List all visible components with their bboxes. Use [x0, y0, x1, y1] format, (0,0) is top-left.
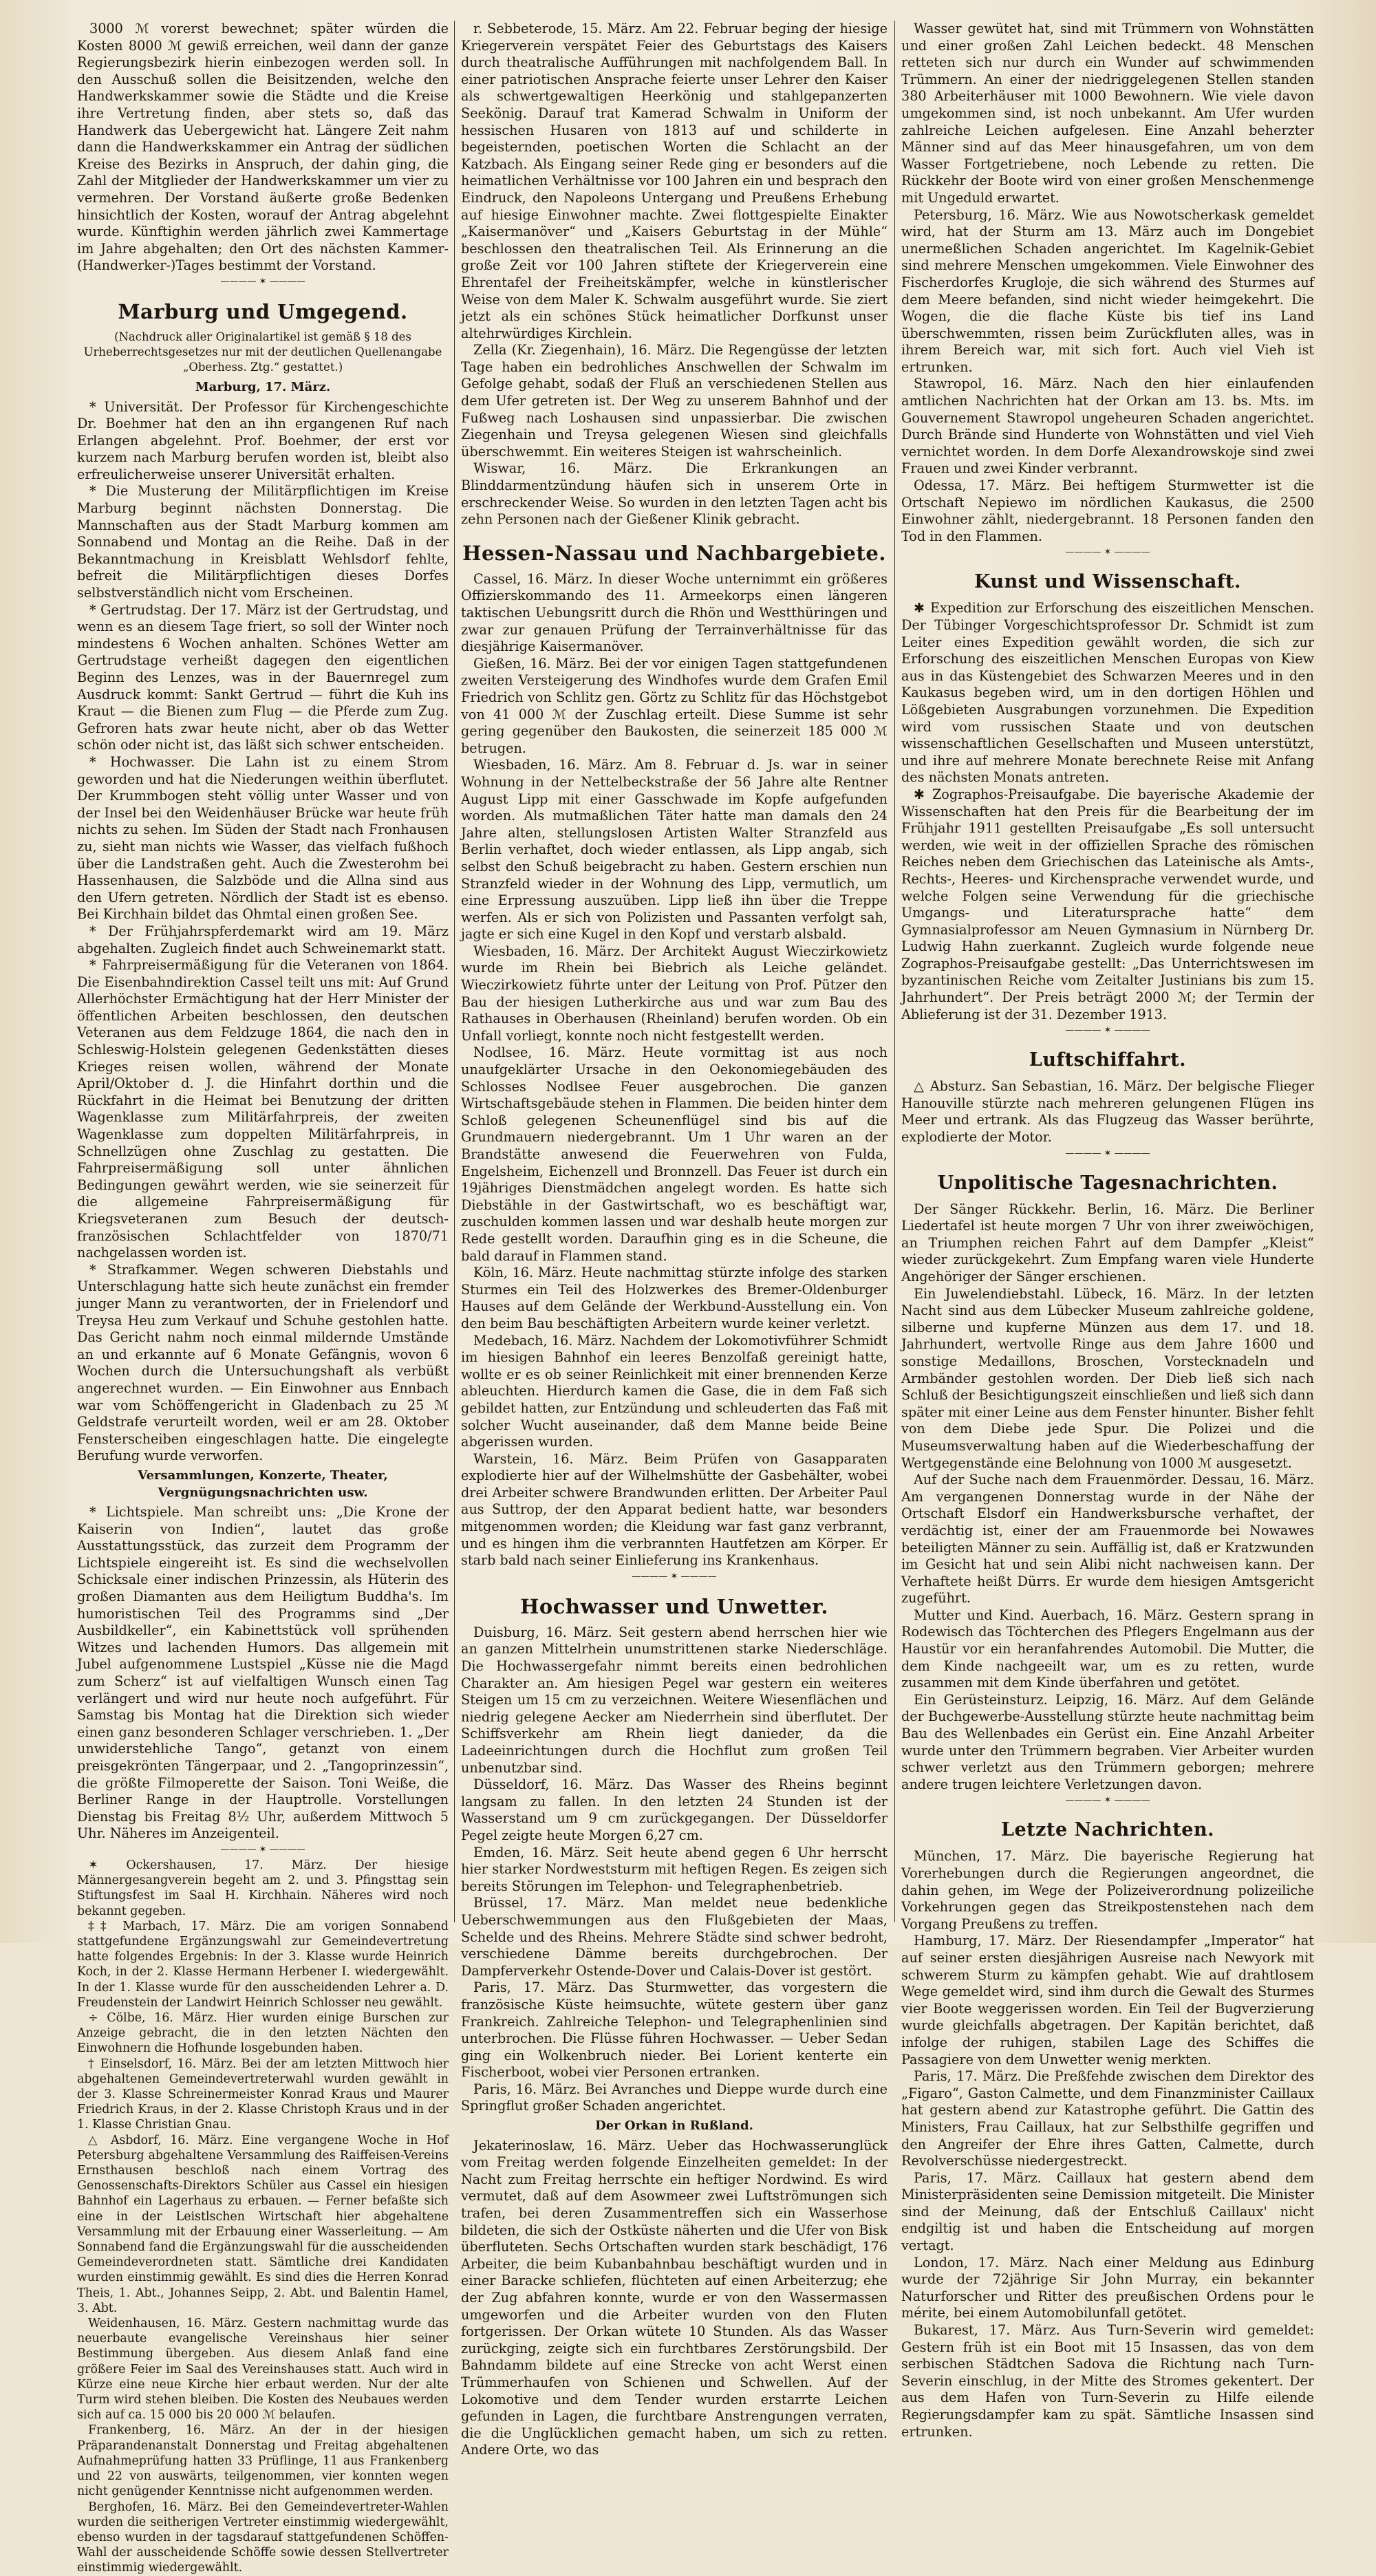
section-subheading: Der Orkan in Rußland. [595, 2118, 753, 2134]
article-text: ✱ Zographos-Preisaufgabe. Die bayerische Akademie der Wissenschaften hat den Preis für die Bearbeitung der im Frühjahr 1911 gestellten Preisaufgabe „Es soll untersucht werden, wie weit in der offiziellen Sprache des römischen Reiches neben dem Griechischen das Lateinische als Amts-, Rechts-, Heeres- und Kirchensprache verwendet wurde, und welche Folgen seine Verwendung für die griechische Umgangs- und Literatursprache hatte“ dem Gymnasialprofessor am Neuen Gymnasium in Nürnberg Dr. Ludwig Hahn zuerkannt. Zugleich wurde folgende neue Zographos-Preisaufgabe gestellt: „Das Unterrichtswesen im byzantinischen Reiche vom Zeitalter Justinians bis zum 15. Jahrhundert“. Der Preis beträgt 2000 ℳ; der Termin der Ablieferung ist der 31. Dezember 1913. [901, 786, 1314, 1022]
separator: ———— ✶ ———— [1065, 1148, 1150, 1159]
article-text: r. Sebbeterode, 15. März. Am 22. Februar beging der hiesige Kriegerverein verspätet Feier des Geburtstags des Kaisers durch theatralische Aufführungen mit nachfolgendem Ball. In einer patriotischen Ansprache feierte unser Lehrer den Kaiser als schwertgewaltigen Heerkönig und stahlgepanzerten Seekönig. Darauf trat Kamerad Schwalm in Uniform der hessischen Husaren von 1813 auf und schilderte in begeisternden, poetischen Worten die Schlacht an der Katzbach. Als Eingang seiner Rede ging er besonders auf die heimatlichen Verhältnisse vor 100 Jahren ein und besprach den Eindruck, den Napoleons Untergang und Preußens Erhebung auf hiesige Einwohner machte. Zwei flottgespielte Einakter „Kaisermanöver“ und „Kaisers Geburtstag in der Mühle“ beschlossen den theatralischen Teil. Als Erinnerung an die große Zeit vor 100 Jahren stiftete der Kriegerverein eine Ehrentafel der Freiheitskämpfer, welche in künstlerischer Weise von dem Maler K. Schwalm ausgeführt wurde. Sie ziert jetzt als ein schönes Stück heimatlicher Dorfkunst unser altehrwürdiges Kirchlein. [461, 21, 888, 341]
article-text: Emden, 16. März. Seit heute abend gegen 6 Uhr herrscht hier starker Nordweststurm mit heftigen Regen. Es zeigen sich bereits Störungen im Telephon- und Telegraphenbetrieb. [461, 1844, 888, 1894]
column-rule [894, 21, 895, 1922]
article-text: Köln, 16. März. Heute nachmittag stürzte infolge des starken Sturmes ein Teil des Holzwerkes des Bremer-Oldenburger Hauses auf dem Gelände der Werkbund-Ausstellung ein. Von den beim Bau beschäftigten Arbeitern wurde keiner verletzt. [461, 1265, 888, 1331]
article-text: Nodlsee, 16. März. Heute vormittag ist aus noch unaufgeklärter Ursache in den Oekonomiegebäuden des Schlosses Nodlsee Feuer ausgebrochen. Die ganzen Wirtschaftsgebäude stehen in Flammen. Die beiden hinter dem Schloß gelegenen Scheunenflügel sind bis auf die Grundmauern niedergebrannt. Um 1 Uhr waren an der Brandstätte anwesend die Feuerwehren von Fulda, Engelsheim, Eichenzell und Bronnzell. Das Feuer ist durch ein 19jähriges Dienstmädchen angelegt worden. Es hatte sich Diebstähle in der Gastwirtschaft, wo es beschäftigt war, zuschulden kommen lassen und war deshalb heute morgen zur Rede gestellt worden. Daraufhin ging es in die Scheune, die bald darauf in Flammen stand. [461, 1044, 888, 1264]
section-heading: Marburg und Umgegend. [118, 299, 408, 323]
article-text: * Hochwasser. Die Lahn ist zu einem Strom geworden und hat die Niederungen weithin überflutet. Der Krummbogen steht völlig unter Wasser und von der Insel bei den Weidenhäuser Brücke war heute früh nichts zu sehen. Im Süden der Stadt nach Fronhausen zu, sieht man nichts wie Wasser, das vielfach fußhoch über die Landstraßen geht. Auch die Zwesterohm bei Hassenhausen, die Salzböde und die Allna sind aus den Ufern getreten. Nördlich der Stadt ist es ebenso. Bei Kirchhain bildet das Ohmtal einen großen See. [77, 753, 449, 923]
article-text: Petersburg, 16. März. Wie aus Nowotscherkask gemeldet wird, hat der Sturm am 13. März auch im Dongebiet unermeßlichen Schaden angerichtet. Im Kagelnik-Gebiet sind mehrere Menschen umgekommen. Viele Einwohner des Fischerdorfes Krugloje, die sich während des Sturmes auf dem Meere befanden, sind nicht wieder heimgekehrt. Die Wogen, die die flache Küste bis tief ins Land überschwemmten, rissen beim Zurückfluten alles, was in ihrem Bereich war, mit sich fort. Auch viel Vieh ist ertrunken. [901, 206, 1314, 375]
article-text: Bukarest, 17. März. Aus Turn-Severin wird gemeldet: Gestern früh ist ein Boot mit 15 Insassen, das von dem serbischen Städtchen Sadova die Richtung nach Turn-Severin einschlug, in der Mitte des Stromes gekentert. Der aus dem Hafen von Turn-Severin zu Hilfe eilende Regierungsdampfer kam zu spät. Sämtliche Insassen sind ertrunken. [901, 2322, 1314, 2440]
article-text: * Lichtspiele. Man schreibt uns: „Die Krone der Kaiserin von Indien“, lautet das große Ausstattungsstück, das zurzeit dem Programm der Lichtspiele eingereiht ist. Es sind die wechselvollen Schicksale einer indischen Prinzessin, als Hüterin des großen Diamanten aus dem Heiligtum Buddha's. Im humoristischen Teil des Programms sind „Der Ausbildkeller“, ein Kabinettstück voll sprühenden Witzes und lachenden Humors. Das allgemein mit Jubel aufgenommene Lustspiel „Küsse nie die Magd zum Scherz“ ist auf vielfaltigen Wunsch einen Tag verlängert und wird nur heute noch aufgeführt. Für Samstag bis Montag hat die Direktion sich wieder einen ganz besonderen Schlager verschrieben. 1. „Der unwiderstehliche Tango“, getanzt von einem preisgekrönten Tängerpaar, und 2. „Tangoprinzessin“, die größte Filmoperette der Saison. Toni Weiße, die Berliner Range in der Hauptrolle. Vorstellungen Dienstag bis Freitag 8½ Uhr, außerdem Mittwoch 5 Uhr. Näheres im Anzeigenteil. [77, 1504, 449, 1842]
section-heading: Hochwasser und Unwetter. [519, 1594, 828, 1618]
local-news-item: △ Asbdorf, 16. März. Eine vergangene Woche in Hof Petersburg abgehaltene Versammlung des Raiffeisen-Vereins Ernsthausen beschloß nach einem Vortrag des Genossenschafts-Direktors Schüler aus Cassel ein hiesigen Bahnhof ein Lagerhaus zu erbauen. — Ferner befaßte sich eine in der Leistlschen Wirtschaft hier abgehaltene Versammlung mit der Erbauung einer Wasserleitung. — Am Sonnabend fand die Ergänzungswahl für die ausscheidenden Gemeindeverordneten statt. Sämtliche drei Kandidaten wurden einstimmig gewählt. Es sind dies die Herren Konrad Theis, 1. Abt., Johannes Seipp, 2. Abt. und Balentin Hamel, 3. Abt. [77, 2133, 449, 2315]
article-text: * Strafkammer. Wegen schweren Diebstahls und Unterschlagung hatte sich heute zunächst ein fremder junger Mann zu verantworten, der in Frielendorf und Treysa Heu zum Verkauf und Schuhe gestohlen hatte. Das Gericht nahm noch einmal mildernde Umstände an und erkannte auf 6 Monate Gefängnis, wovon 6 Wochen durch die Untersuchungshaft als verbüßt angerechnet wurden. — Ein Einwohner aus Ennbach war vom Schöffengericht in Gladenbach zu 25 ℳ Geldstrafe verurteilt worden, weil er am 28. Oktober Fensterscheiben eingeschlagen hatte. Die eingelegte Berufung wurde verworfen. [77, 1261, 449, 1464]
reprint-note: (Nachdruck aller Originalartikel ist gemäß § 18 des Urheberrechtsgesetzes nur mit der deutlichen Quellenangabe „Oberhess. Ztg.“ gestattet.) [83, 330, 442, 374]
article-text: Mutter und Kind. Auerbach, 16. März. Gestern sprang in Rodewisch das Töchterchen des Pflegers Engelmann aus der Haustür vor ein heranfahrendes Automobil. Die Mutter, die dem Kinde nachgeeilt war, um es zu retten, wurde zusammen mit dem Kinde überfahren und getötet. [901, 1607, 1314, 1691]
local-news-item: Weidenhausen, 16. März. Gestern nachmittag wurde das neuerbaute evangelische Vereinshaus hier seiner Bestimmung übergeben. Aus diesem Anlaß fand eine größere Feier im Saal des Vereinshauses statt. Auch wird in Kürze eine neue Kirche hier erbaut werden. Nur der alte Turm wird stehen bleiben. Die Kosten des Neubaues werden sich auf ca. 15 000 bis 20 000 ℳ belaufen. [77, 2317, 449, 2423]
section-heading: Letzte Nachrichten. [1001, 1819, 1214, 1841]
article-text: * Universität. Der Professor für Kirchengeschichte Dr. Boehmer hat den an ihn ergangenen Ruf nach Erlangen abgelehnt. Prof. Boehmer, der erst vor kurzem nach Marburg berufen worden ist, bleibt also erfreulicherweise unserer Universität erhalten. [77, 398, 449, 482]
local-news-item: † Einselsdorf, 16. März. Bei der am letzten Mittwoch hier abgehaltenen Gemeindevertreterwahl wurden gewählt in der 3. Klasse Schreinermeister Konrad Kraus und Maurer Friedrich Kraus, in der 2. Klasse Christoph Kraus und in der 1. Klasse Christian Gnau. [77, 2057, 449, 2132]
article-text: Ein Juwelendiebstahl. Lübeck, 16. März. In der letzten Nacht sind aus dem Lübecker Museum zahlreiche goldene, silberne und kupferne Münzen aus dem 17. und 18. Jahrhundert, wertvolle Ringe aus dem Jahre 1600 und sonstige Medaillons, Broschen, Vorstecknadeln und Armbänder gestohlen worden. Der Dieb ließ sich nach Schluß der Besichtigungszeit einschließen und ließ sich dann später mit einer Leine aus dem Fenster hinunter. Bisher fehlt von dem Diebe jede Spur. Die Polizei und die Museumsverwaltung haben auf die Wiederbeschaffung der Wertgegenstände eine Belohnung von 1000 ℳ ausgesetzt. [901, 1285, 1314, 1471]
section-heading: Luftschiffahrt. [1029, 1049, 1187, 1071]
separator: ———— ✶ ———— [632, 1571, 717, 1582]
article-text: * Die Musterung der Militärpflichtigen im Kreise Marburg beginnt nächsten Donnerstag. Die Mannschaften aus der Stadt Marburg kommen am Sonnabend und Montag an die Reihe. Daß in der Bekanntmachung in Kreisblatt Wehlsdorf fehlte, befreit die Militärpflichtigen dieses Dorfes selbstverständlich nicht vom Erscheinen. [77, 483, 449, 601]
article-text: Wiesbaden, 16. März. Der Architekt August Wieczirkowietz wurde im Rhein bei Biebrich als Leiche geländet. Wieczirkowietz führte unter der Leitung von Prof. Pützer den Bau der hiesigen Lutherkirche aus und war zum Bau des Rathauses in Oberhausen (Rheinland) berufen worden. Ob ein Unfall vorliegt, konnte noch nicht festgestellt werden. [461, 943, 888, 1044]
article-text: Paris, 17. März. Caillaux hat gestern abend dem Ministerpräsidenten seine Demission mitgeteilt. Die Minister sind der Meinung, daß der Entschluß Caillaux' nicht endgiltig ist und haben die Entscheidung auf morgen vertagt. [901, 2169, 1314, 2254]
article-text: Hamburg, 17. März. Der Riesendampfer „Imperator“ hat auf seiner ersten diesjährigen Ausreise nach Newyork mit schwerem Sturm zu kämpfen gehabt. Wie auf drahtlosem Wege gemeldet wird, sind ihm durch die Gewalt des Sturmes vier Boote weggerissen worden. Ein Teil der Bugverzierung wurde gleichfalls abgetragen. Der Kapitän berichtet, daß infolge der ruhigen, stabilen Lage des Schiffes die Passagiere von dem Unwetter wenig merkten. [901, 1933, 1314, 2068]
article-text: Düsseldorf, 16. März. Das Wasser des Rheins beginnt langsam zu fallen. In den letzten 24 Stunden ist der Wasserstand um 9 cm zurückgegangen. Der Düsseldorfer Pegel zeigte heute Morgen 6,27 cm. [461, 1777, 888, 1843]
column-middle [461, 21, 888, 2458]
article-text: Duisburg, 16. März. Seit gestern abend herrschen hier wie an ganzen Mittelrhein unumstrittenen starke Niederschläge. Die Hochwassergefahr nimmt bereits einen bedrohlichen Charakter an. Am hiesigen Pegel war gestern ein weiteres Steigen um 15 cm zu verzeichnen. Weitere Wiesenflächen und niedrig gelegene Aecker am Niederrhein sind überflutet. Der Schiffsverkehr am Rhein liegt danieder, da die Ladeeinrichtungen durch die Hochflut zum großen Teil unbenutzbar sind. [461, 1624, 888, 1776]
article-text: Auf der Suche nach dem Frauenmörder. Dessau, 16. März. Am vergangenen Donnerstag wurde in der Nähe der Ortschaft Elsdorf ein Handwerksbursche verhaftet, der verdächtig ist, einer der am Frauenmorde bei Nowawes beteiligten Männer zu sein. Auffällig ist, daß er Kratzwunden im Gesicht hat und sein Alibi nicht nachweisen kann. Der Verhaftete heißt Dürrs. Er wurde dem hiesigen Amtsgericht zugeführt. [901, 1472, 1314, 1607]
article-text: London, 17. März. Nach einer Meldung aus Edinburg wurde der 72jährige Sir John Murray, ein bekannter Naturforscher und Ritter des preußischen Ordens pour le mérite, bei einem Automobilunfall getötet. [901, 2254, 1314, 2321]
article-text: Ein Gerüsteinsturz. Leipzig, 16. März. Auf dem Gelände der Buchgewerbe-Ausstellung stürzte heute nachmittag beim Bau des Wellenbades ein Gerüst ein. Eine Anzahl Arbeiter wurde unter den Trümmern begraben. Vier Arbeiter wurden schwer verletzt aus den Trümmern geborgen; mehrere andere trugen leichtere Verletzungen davon. [901, 1691, 1314, 1792]
section-heading: Kunst und Wissenschaft. [974, 571, 1241, 593]
article-text: 3000 ℳ vorerst bewechnet; später würden die Kosten 8000 ℳ gewiß erreichen, weil dann der ganze Regierungsbezirk hierin einbezogen werden soll. In den Ausschuß sollen die Beisitzenden, welche den Handwerkskammer sowie die Städte und die Kreise ihre Vertretung finden, aber stets so, daß das Handwerk das Uebergewicht hat. Längere Zeit nahm dann die Handwerkskammer ein Antrag der südlichen Kreise des Bezirks in Anspruch, der dahin ging, die Zahl der Mitglieder der Handwerkskammer um vier zu vermehren. Der Vorstand äußerte große Bedenken hinsichtlich der Kosten, worauf der Antrag abgelehnt wurde. Künftighin werden jährlich zwei Kammertage im Jahre abgehalten; den Ort des nächsten Kammer-(Handwerker-)Tages bestimmt der Vorstand. [77, 21, 449, 274]
local-news-item: Frankenberg, 16. März. An der in der hiesigen Präparandenanstalt Donnerstag und Freitag abgehaltenen Aufnahmeprüfung hatten 33 Prüflinge, 11 aus Frankenberg und 22 von auswärts, teilgenommen, vier konnten wegen nicht genügender Kenntnisse nicht aufgenommen werden. [77, 2423, 449, 2499]
article-text: Cassel, 16. März. In dieser Woche unternimmt ein größeres Offizierskommando des 11. Armeekorps einen längeren taktischen Uebungsritt durch die Rhön und Westthüringen und zwar zur genauen Prüfung der Terrainverhältnisse für das diesjährige Kaisermanöver. [461, 570, 888, 655]
article-text: * Fahrpreisermäßigung für die Veteranen von 1864. Die Eisenbahndirektion Cassel teilt uns mit: Auf Grund Allerhöchster Ermächtigung hat der Herr Minister der öffentlichen Arbeiten beschlossen, den deutschen Veteranen aus dem Feldzuge 1864, die nach den in Schleswig-Holstein gelegenen Gedenkstätten dieses Krieges reisen wollen, während der Monate April/Oktober d. J. die Hinfahrt dorthin und die Rückfahrt in die Heimat bei Benutzung der dritten Wagenklasse zum Militärfahrpreis, der zweiten Wagenklasse zum doppelten Militärfahrpreis, in Schnellzügen ohne Zuschlag zu gestatten. Die Fahrpreisermäßigung soll unter ähnlichen Bedingungen gewährt werden, wie sie seinerzeit für die allgemeine Fahrpreisermäßigung für Kriegsveteranen zum Besuch der deutsch-französischen Schlachtfelder von 1870/71 nachgelassen worden ist. [77, 957, 449, 1261]
column-right [901, 21, 1314, 2440]
article-text: * Der Frühjahrspferdemarkt wird am 19. März abgehalten. Zugleich findet auch Schweinemarkt statt. [77, 923, 449, 956]
column-left [77, 21, 449, 2575]
article-text: Paris, 17. März. Die Preßfehde zwischen dem Direktor des „Figaro“, Gaston Calmette, und dem Finanzminister Caillaux hat gestern abend zur Katastrophe geführt. Die Gattin des Ministers, Frau Caillaux, hat zur Selbsthilfe gegriffen und den Angreifer der Ehre ihres Gatten, Calmette, durch Revolverschüsse niedergestreckt. [901, 2068, 1314, 2169]
article-text: Wiswar, 16. März. Die Erkrankungen an Blinddarmentzündung häufen sich in unserem Orte in erschreckender Weise. So wurden in den letzten Tagen acht bis zehn Personen nach der Gießener Klinik gebracht. [461, 460, 888, 528]
article-text: Odessa, 17. März. Bei heftigem Sturmwetter ist die Ortschaft Nepiewo im nördlichen Kaukasus, die 2500 Einwohner zählt, niedergebrannt. 18 Personen fanden den Tod in den Flammen. [901, 477, 1314, 544]
article-text: Medebach, 16. März. Nachdem der Lokomotivführer Schmidt im hiesigen Bahnhof ein leeres Benzolfaß gereinigt hatte, wollte er es ob seiner Reinlichkeit mit einer brennenden Kerze ableuchten. Hierdurch kamen die Gase, die in dem Faß sich gebildet hatten, zur Entzündung und schleuderten das Faß mit solcher Wucht auseinander, daß dem Manne beide Beine abgerissen wurden. [461, 1332, 888, 1450]
article-text: Wasser gewütet hat, sind mit Trümmern von Wohnstätten und einer großen Zahl Leichen bedeckt. 48 Menschen retteten sich nur durch ein Wunder auf schwimmenden Trümmern. An einer der niedriggelegenen Stellen standen 380 Arbeiterhäuser mit 1000 Bewohnern. Wie viele davon umgekommen sind, ist noch unbekannt. Am Ufer wurden zahlreiche Leichen aufgelesen. Eine Anzahl beherzter Männer sind auf das Meer hinausgefahren, um von dem Wasser Fortgetriebene, noch Lebende zu retten. Die Rückkehr der Boote wird von einer großen Menschenmenge mit Ungeduld erwartet. [901, 21, 1314, 206]
separator: ———— ✶ ———— [1065, 1795, 1150, 1806]
article-text: Paris, 17. März. Das Sturmwetter, das vorgestern die französische Küste heimsuchte, wütete gestern über ganz Frankreich. Zahlreiche Telephon- und Telegraphenlinien sind unterbrochen. Die Flüsse führen Hochwasser. — Ueber Sedan ging ein Wolkenbruch nieder. Bei Lorient kenterte ein Fischerboot, wobei vier Personen ertranken. [461, 1979, 888, 2081]
article-text: Stawropol, 16. März. Nach den hier einlaufenden amtlichen Nachrichten hat der Orkan am 13. bs. Mts. im Gouvernement Stawropol ungeheuren Schaden angerichtet. Durch Brände sind Hunderte von Wohnstätten und viel Vieh vernichtet worden. In dem Dorfe Alexandrowskoje sind zwei Frauen und zwei Kinder verbrannt. [901, 376, 1314, 477]
separator: ———— ✶ ———— [1065, 547, 1150, 558]
article-text: ✱ Expedition zur Erforschung des eiszeitlichen Menschen. Der Tübinger Vorgeschichtsprofessor Dr. Schmidt ist zum Leiter eines Expedition gewählt worden, die sich zur Erforschung des eiszeitlichen Menschen Europas von Kiew aus in das Küstengebiet des Schwarzen Meeres und in den Kaukasus begeben wird, um in den dortigen Höhlen und Lößgebieten Ausgrabungen vorzunehmen. Die Expedition wird vom russischen Staate und von deutschen wissenschaftlichen Gesellschaften und Museen unterstützt, und ihre auf mehrere Monate berechnete Reise mit Anfang des nächsten Monats antreten. [901, 600, 1314, 786]
article-text: Paris, 16. März. Bei Avranches und Dieppe wurde durch eine Springflut großer Schaden angerichtet. [461, 2081, 888, 2114]
article-text: △ Absturz. San Sebastian, 16. März. Der belgische Flieger Hanouville stürzte nach mehreren gelungenen Flügen ins Meer und ertrank. Als das Flugzeug das Wasser berührte, explodierte der Motor. [901, 1078, 1314, 1146]
article-text: Der Sänger Rückkehr. Berlin, 16. März. Die Berliner Liedertafel ist heute morgen 7 Uhr von ihrer zweiwöchigen, an Triumphen reichen Fahrt auf dem Dampfer „Kleist“ wieder zurückgekehrt. Zum Empfang waren viele Hunderte Angehöriger der Sänger erschienen. [901, 1201, 1314, 1285]
local-news-item: ✶ Ockershausen, 17. März. Der hiesige Männergesangverein begeht am 2. und 3. Pfingsttag sein Stiftungsfest im Saal H. Kirchhain. Näheres wird noch bekannt gegeben. [77, 1858, 449, 1918]
separator: ———— ✶ ———— [220, 276, 305, 287]
local-news-item: ÷ Cölbe, 16. März. Hier wurden einige Burschen zur Anzeige gebracht, die in den letzten Nächten den Einwohnern die Hofhunde losgebunden haben. [77, 2011, 449, 2056]
article-text: Brüssel, 17. März. Man meldet neue bedenkliche Ueberschwemmungen aus den Flußgebieten der Maas, Schelde und des Rheins. Mehrere Städte sind schwer bedroht, verschiedene Dämme bereits durchgebrochen. Der Dampferverkehr Ostende-Dover und Calais-Dover ist gestört. [461, 1895, 888, 1979]
separator: ———— ✶ ———— [1065, 1025, 1150, 1036]
article-text: Jekaterinoslaw, 16. März. Ueber das Hochwasserunglück vom Freitag werden folgende Einzelheiten gemeldet: In der Nacht zum Freitag herrschte ein heftiger Nordwind. Es wird vermutet, daß auf dem Asowmeer zwei Luftströmungen sich trafen, bei deren Zusammentreffen sich ein Wasserhose bildeten, die sich der Ostküste näherten und die Ufer von Bisk überfluteten. Sechs Ortschaften wurden stark beschädigt, 176 Arbeiter, die beim Kubanbahnbau beschäftigt wurden und in einer Baracke schliefen, flüchteten auf einen Arbeiterzug; ehe der Zug abfahren konnte, wurde er von den Wassermassen umgeworfen und die Arbeiter wurden von den Fluten fortgerissen. Der Orkan wütete 10 Stunden. Als das Wasser zurückging, zeigte sich ein furchtbares Zerstörungsbild. Der Bahndamm bildete auf eine Strecke von acht Werst einen Trümmerhaufen von Schienen und Schwellen. Auf der Lokomotive und dem Tender wurden erstarrte Leichen gefunden in Lagen, die furchtbare Anstrengungen verraten, die die Unglücklichen gemacht haben, um sich zu retten. Andere Orte, wo das [461, 2137, 888, 2458]
article-text: Zella (Kr. Ziegenhain), 16. März. Die Regengüsse der letzten Tage haben ein bedrohliches Anschwellen der Schwalm im Gefolge gehabt, sodaß der Fluß an verschiedenen Stellen aus dem Ufer getreten ist. Der Weg zu unserem Bahnhof und der Fußweg nach Loshausen sind unpassierbar. Die zwischen Ziegenhain und Treysa gelegenen Wiesen sind gleichfalls überschwemmt. Ein weiteres Steigen ist wahrscheinlich. [461, 342, 888, 460]
article-text: Wiesbaden, 16. März. Am 8. Februar d. Js. war in seiner Wohnung in der Nettelbeckstraße der 56 Jahre alte Rentner August Lipp mit einer Gasschwade im Kopfe aufgefunden worden. Als mutmaßlichen Täter hatte man damals den 24 Jahre alten, stellungslosen Artisten Walter Stranzfeld aus Berlin verhaftet, doch wieder entlassen, als Lipp angab, sich selbst den Schuß beigebracht zu haben. Gestern erschien nun Stranzfeld wieder in der Wohnung des Lipp, vermutlich, um eine Erpressung auszuüben. Lipp ließ ihn über die Treppe werfen. Als er sich von Polizisten und Passanten verfolgt sah, jagte er sich eine Kugel in den Kopf und verstarb alsbald. [461, 757, 888, 943]
article-text: Gießen, 16. März. Bei der vor einigen Tagen stattgefundenen zweiten Versteigerung des Windhofes wurde dem Grafen Emil Friedrich von Schlitz gen. Görtz zu Schlitz für das Höchstgebot von 41 000 ℳ der Zuschlag erteilt. Diese Summe ist sehr gering gegenüber den Baukosten, die seinerzeit 185 000 ℳ betrugen. [461, 655, 888, 756]
column-rule [454, 21, 455, 1922]
dateline: Marburg, 17. März. [195, 379, 331, 394]
local-news-item: Berghofen, 16. März. Bei den Gemeindevertreter-Wahlen wurden die seitherigen Vertreter einstimmig wiedergewählt, ebenso wurden in der tagsdarauf stattgefundenen Schöffen-Wahl der ausscheidende Schöffe sowie dessen Stellvertreter einstimmig wiedergewählt. [77, 2500, 449, 2575]
separator: ———— ✶ ———— [220, 1844, 305, 1855]
local-news-item: ‡‡ Marbach, 17. März. Die am vorigen Sonnabend stattgefundene Ergänzungswahl zur Gemeindevertretung hatte folgendes Ergebnis: In der 3. Klasse wurde Heinrich Koch, in der 2. Klasse Hermann Herbener I. wiedergewählt. In der 1. Klasse wurde für den ausscheidenden Lehrer a. D. Freudenstein der Landwirt Heinrich Schlosser neu gewählt. [77, 1919, 449, 2010]
article-text: * Gertrudstag. Der 17. März ist der Gertrudstag, und wenn es an diesem Tage friert, so soll der Winter noch mindestens 6 Wochen anhalten. Schönes Wetter am Gertrudstage verheißt dagegen den eigentlichen Beginn des Lenzes, was in der Bauernregel zum Ausdruck kommt: Sankt Gertrud — führt die Kuh ins Kraut — die Bienen zum Flug — die Pferde zum Zug. Gefroren hats zwar heute nicht, aber ob das Wetter schön oder nicht ist, das läßt sich schwer entscheiden. [77, 601, 449, 753]
section-heading: Hessen-Nassau und Nachbargebiete. [462, 541, 886, 565]
article-text: München, 17. März. Die bayerische Regierung hat Vorerhebungen durch die Regierungen angeordnet, die dahin gehen, im Wege der Polizeiverordnung polizeiliche Vorkehrungen gegen das Streikpostenstehen nach dem Vorgang Preußens zu treffen. [901, 1848, 1314, 1932]
section-subheading: Versammlungen, Konzerte, Theater, Vergnügungsnachrichten usw. [138, 1468, 388, 1500]
section-heading: Unpolitische Tagesnachrichten. [937, 1172, 1278, 1194]
article-text: Warstein, 16. März. Beim Prüfen von Gasapparaten explodierte hier auf der Wilhelmshütte der Gasbehälter, wobei drei Arbeiter schwere Brandwunden erlitten. Der Arbeiter Paul aus Suttrop, der den Apparat bedient hatte, war besonders mitgenommen worden; die Kleidung war fast ganz verbrannt, und es hingen ihm die verbrannten Hautfetzen am Körper. Er starb bald nach seiner Einlieferung ins Krankenhaus. [461, 1450, 888, 1569]
